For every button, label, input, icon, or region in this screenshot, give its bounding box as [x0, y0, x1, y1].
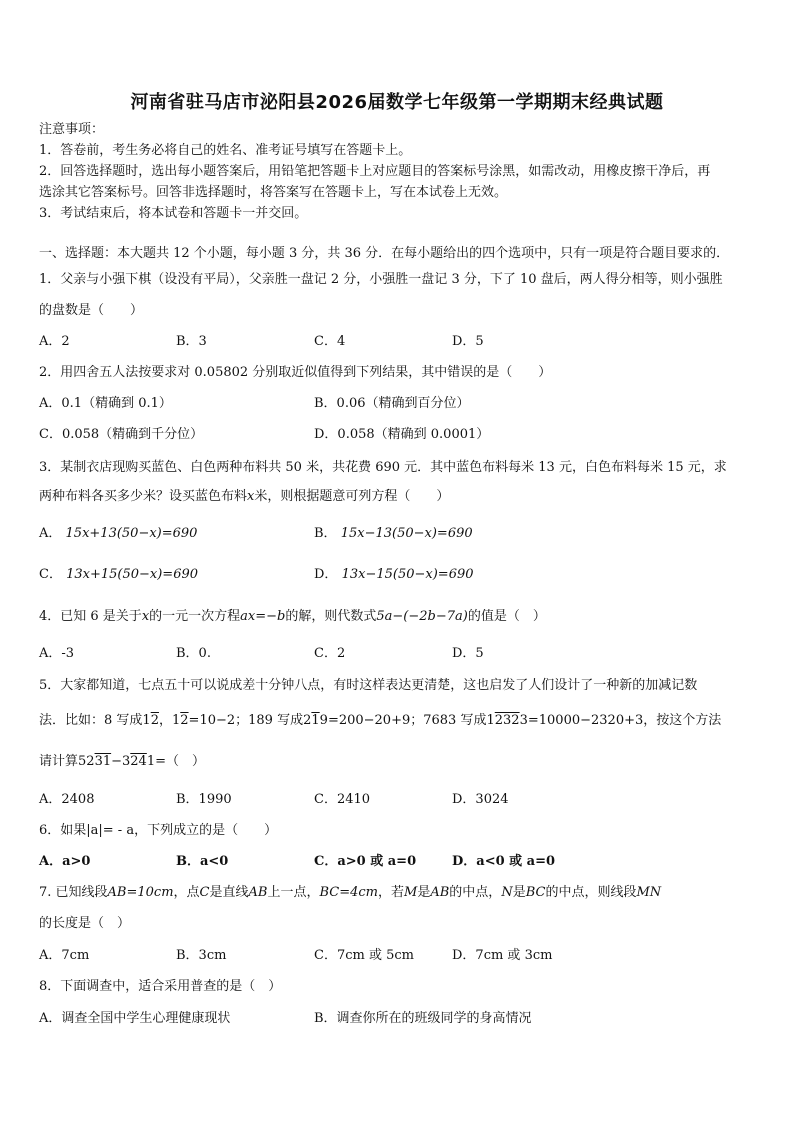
q3-option-b-label: B．: [314, 526, 337, 541]
q5-stem-line2: [39, 713, 721, 729]
q5-bar-digit: 31: [94, 754, 112, 769]
q5-text-8: =（ ）: [155, 754, 206, 769]
q7-text: 是: [417, 885, 431, 900]
q1-stem-line2: 的盘数是（ ）: [39, 303, 144, 318]
q3-option-c-label: C．: [39, 567, 62, 582]
q7-text: ，若: [378, 885, 405, 900]
section-heading: 一、选择题：本大题共 12 个小题，每小题 3 分，共 36 分．在每小题给出的四个选项中，只有一项是符合题目要求的．: [39, 246, 730, 261]
q5-number-b: [130, 754, 155, 769]
q7-text: 是: [512, 885, 526, 900]
q5-option-d: D．3024: [452, 792, 509, 807]
q3-option-c-equation: 13x+15(50−x)=690: [66, 567, 199, 582]
q1-option-c: C．4: [314, 334, 346, 349]
q7-math: N: [501, 885, 513, 900]
q7-option-a: A．7cm: [39, 948, 90, 963]
q3-option-a: [39, 526, 197, 542]
q1-option-b: B．3: [176, 334, 207, 349]
notice-item-3: 3．考试结束后，将本试卷和答题卡一并交回。: [39, 206, 308, 221]
q6-stem: 6．如果|a|= - a，下列成立的是（ ）: [39, 823, 278, 838]
q5-option-c: C．2410: [314, 792, 371, 807]
q1-option-d: D．5: [452, 334, 484, 349]
notice-heading: 注意事项：: [39, 122, 105, 137]
q4-text-mid: 的一元一次方程: [149, 609, 241, 624]
q5-text-4: =200−20+9；7683 写成: [327, 713, 487, 728]
q5-option-a: A．2408: [39, 792, 95, 807]
q4-text-mid2: 的解，则代数式: [285, 609, 377, 624]
q3-stem-text-b: 米，则根据题意可列方程（ ）: [254, 489, 450, 504]
q4-expression: 5a−(−2b−7a): [376, 609, 468, 624]
q4-stem: [39, 609, 546, 625]
q7-math: AB: [430, 885, 450, 900]
notice-item-2-cont: 选涂其它答案标号。回答非选择题时，将答案写在答题卡上，写在本试卷上无效。: [39, 185, 508, 200]
q3-stem-line2: [39, 489, 449, 505]
q4-option-b: B．0.: [176, 646, 211, 661]
q5-stem-line1: 5．大家都知道，七点五十可以说成差十分钟八点，有时这样表达更清楚，这也启发了人们设计了一种新的加减记数: [39, 678, 698, 693]
q1-stem-line1: 1．父亲与小强下棋（设没有平局），父亲胜一盘记 2 分，小强胜一盘记 3 分，下了 10 盘后，两人得分相等，则小强胜: [39, 272, 723, 287]
notice-item-2: 2．回答选择题时，选出每小题答案后，用铅笔把答题卡上对应题目的答案标号涂黑，如需改动，用橡皮擦干净后，再: [39, 164, 711, 179]
q4-option-c: C．2: [314, 646, 346, 661]
q8-option-a: A．调查全国中学生心理健康现状: [39, 1011, 231, 1026]
q7-option-c: C．7cm 或 5cm: [314, 948, 414, 963]
q5-bar-digit: 232: [494, 713, 520, 728]
q5-text-6: 请计算: [39, 754, 79, 769]
q6-option-c: C．a>0 或 a=0: [314, 854, 417, 869]
q5-digit: 3: [519, 713, 528, 728]
q3-option-d: [314, 567, 474, 583]
q3-variable: x: [247, 489, 255, 504]
q7-option-d: D．7cm 或 3cm: [452, 948, 553, 963]
q5-number-8: [142, 713, 159, 728]
q2-stem: 2．用四舍五人法按要求对 0.05802 分别取近似值得到下列结果，其中错误的是（ ）: [39, 365, 552, 380]
q3-option-d-equation: 13x−15(50−x)=690: [341, 567, 474, 582]
q7-option-b: B．3cm: [176, 948, 227, 963]
q5-digit: 1: [171, 713, 181, 728]
q2-option-d: D．0.058（精确到 0.0001）: [314, 427, 490, 442]
q5-text-1: 法．比如：8 写成: [39, 713, 143, 728]
q5-number-8b: [172, 713, 189, 728]
q5-text-2: ，: [158, 713, 172, 728]
q2-option-b: B．0.06（精确到百分位）: [314, 396, 470, 411]
q5-bar-digit: 1: [311, 713, 320, 728]
q3-option-d-label: D．: [314, 567, 338, 582]
q7-text: ，点: [173, 885, 200, 900]
q3-option-b: [314, 526, 473, 542]
q6-option-a: A．a>0: [39, 854, 91, 869]
q3-stem-text-a: 两种布料各买多少米？设买蓝色布料: [39, 489, 248, 504]
q5-digit: 52: [78, 754, 95, 769]
q5-digit: 1: [142, 713, 151, 728]
q8-stem: 8．下面调查中，适合采用普查的是（ ）: [39, 979, 282, 994]
q5-text-5: =10000−2320+3，按这个方法: [527, 713, 722, 728]
q7-math: AB: [248, 885, 268, 900]
q7-math: BC: [525, 885, 546, 900]
q3-option-b-equation: 15x−13(50−x)=690: [340, 526, 473, 541]
q5-number-189: [303, 713, 328, 728]
q5-digit: 1: [486, 713, 495, 728]
q2-option-a: A．0.1（精确到 0.1）: [39, 396, 172, 411]
q5-number-7683: [486, 713, 527, 728]
q5-text-7: −3: [111, 754, 131, 769]
q7-stem-line1: [39, 885, 661, 901]
q7-text: 是直线: [209, 885, 249, 900]
q1-option-a: A．2: [39, 334, 70, 349]
q4-variable: x: [141, 609, 150, 624]
q3-stem-line1: 3．某制衣店现购买蓝色、白色两种布料共 50 米，共花费 690 元．其中蓝色布料每米 13 元，白色布料每米 15 元，求: [39, 460, 727, 475]
q2-option-c: C．0.058（精确到千分位）: [39, 427, 204, 442]
q5-option-b: B．1990: [176, 792, 232, 807]
q5-bar-digit: 24: [130, 754, 147, 769]
q3-option-a-label: A．: [39, 526, 62, 541]
page-title: 河南省驻马店市泌阳县2026届数学七年级第一学期期末经典试题: [130, 92, 664, 113]
q5-stem-line3: [39, 754, 205, 770]
notice-item-1: 1．答卷前，考生务必将自己的姓名、准考证号填写在答题卡上。: [39, 143, 412, 158]
q4-option-a: A．-3: [39, 646, 75, 661]
q5-digit: 1: [146, 754, 156, 769]
q7-math: M: [404, 885, 418, 900]
q3-option-a-equation: 15x+13(50−x)=690: [65, 526, 198, 541]
q4-text-post: 的值是（ ）: [467, 609, 546, 624]
q4-text-pre: 4．已知 6 是关于: [39, 609, 142, 624]
q5-bar-digit: 2: [180, 713, 189, 728]
q7-text: 上一点，: [267, 885, 320, 900]
q5-digit: 9: [319, 713, 328, 728]
q7-math: C: [199, 885, 210, 900]
q7-text: 的中点，则线段: [545, 885, 637, 900]
q3-option-c: [39, 567, 198, 583]
q6-option-b: B．a<0: [176, 854, 229, 869]
q7-math: AB=10cm: [107, 885, 174, 900]
q5-number-a: [78, 754, 111, 769]
q7-stem-line2: 的长度是（ ）: [39, 916, 131, 931]
q4-option-d: D．5: [452, 646, 484, 661]
q5-digit: 2: [303, 713, 312, 728]
q7-text: 7. 已知线段: [39, 885, 108, 900]
q6-option-d: D．a<0 或 a=0: [452, 854, 556, 869]
q8-option-b: B．调查你所在的班级同学的身高情况: [314, 1011, 532, 1026]
q7-text: 的中点，: [449, 885, 502, 900]
q5-text-3: =10−2；189 写成: [188, 713, 304, 728]
q5-bar-digit: 2: [150, 713, 159, 728]
q7-math: BC=4cm: [319, 885, 378, 900]
q4-equation: ax=−b: [240, 609, 286, 624]
q7-math: MN: [636, 885, 662, 900]
